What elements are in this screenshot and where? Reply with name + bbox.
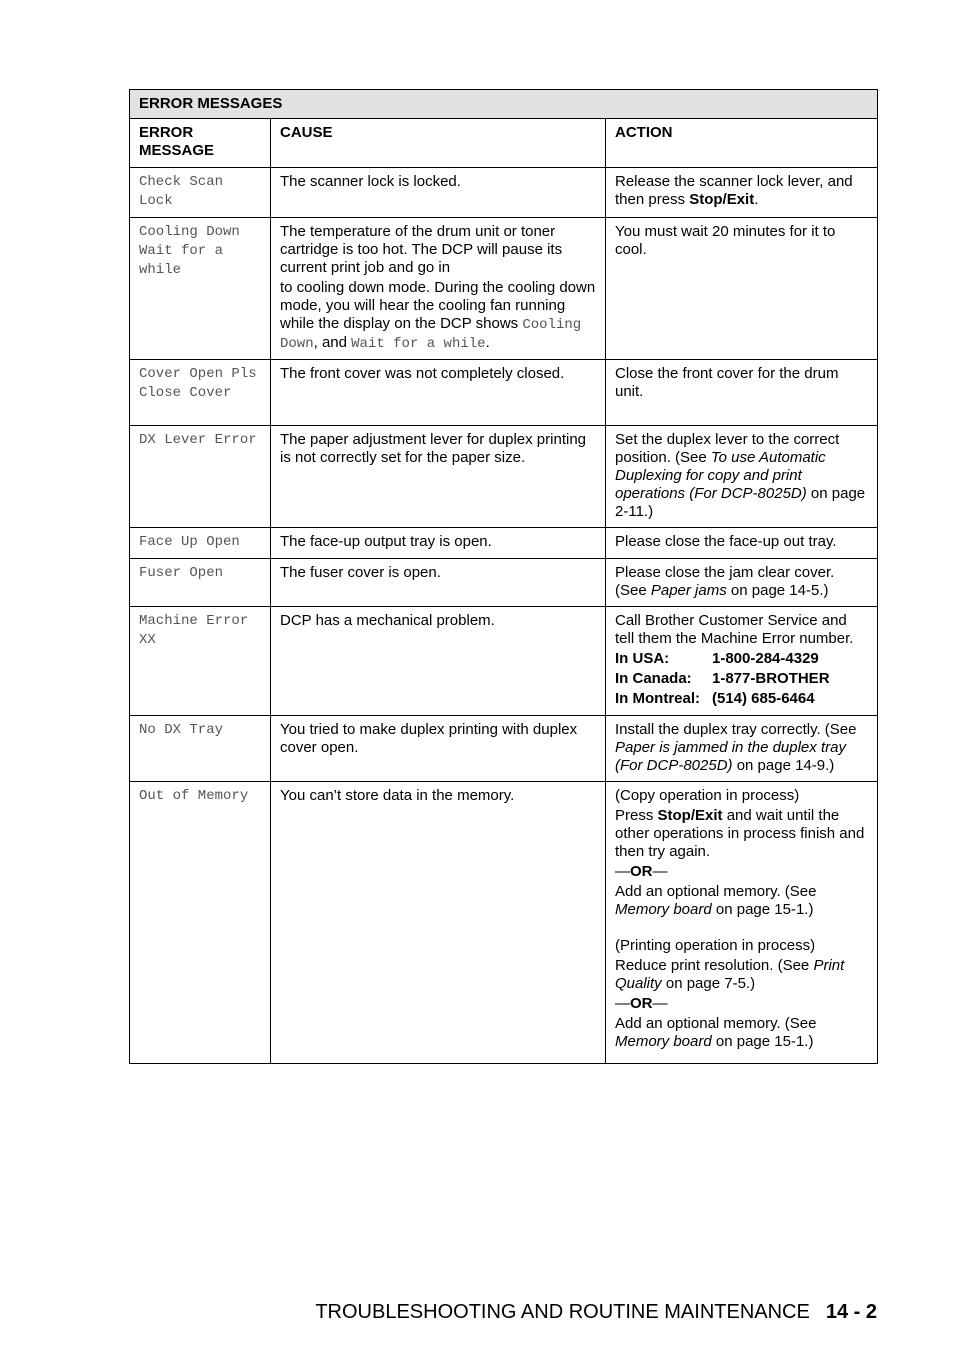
copy-operation-text — [615, 807, 869, 861]
header-cause: CAUSE — [271, 119, 606, 168]
error-message-cell: Machine Error XX — [130, 607, 271, 716]
cause-cell: The front cover was not completely closed. — [271, 360, 606, 426]
error-message-cell: Out of Memory — [130, 782, 271, 1064]
print-operation-heading: (Printing operation in process) — [615, 937, 816, 954]
action-cell: Please close the face-up out tray. — [606, 528, 878, 559]
action-text: and wait until the other operations in process finish and then try again. — [615, 807, 865, 860]
error-messages-table — [129, 89, 878, 1064]
action-cell — [606, 426, 878, 528]
table-row — [130, 168, 878, 218]
action-cell: You must wait 20 minutes for it to cool. — [606, 218, 878, 360]
cause-cell — [271, 218, 606, 360]
error-message-cell: DX Lever Error — [130, 426, 271, 528]
action-text: . — [754, 191, 759, 208]
table-row — [130, 360, 878, 426]
action-text: on page 14-9.) — [732, 757, 835, 774]
table-row — [130, 426, 878, 528]
cross-reference: Print Quality — [615, 957, 845, 992]
memory-option-text — [615, 883, 869, 919]
table-row — [130, 782, 878, 1064]
cross-reference: Memory board — [615, 1033, 712, 1050]
action-text: Install the duplex tray correctly. (See — [615, 721, 857, 738]
cross-reference: Paper is jammed in the duplex tray (For DCP-8025D) — [615, 739, 846, 774]
spacer — [615, 919, 869, 937]
contact-number: (514) 685-6464 — [712, 690, 815, 707]
cross-reference: Memory board — [615, 901, 712, 918]
page-footer — [129, 1300, 877, 1324]
action-cell — [606, 559, 878, 607]
action-text: on page 15-1.) — [711, 1033, 814, 1050]
cause-text: to cooling down mode. During the cooling down mode, you will hear the cooling fan running while the display on the DCP shows — [280, 279, 596, 332]
table-row — [130, 607, 878, 716]
cross-reference: To use Automatic Duplexing for copy and print operations (For DCP-8025D) — [615, 449, 826, 502]
contact-usa — [615, 650, 869, 668]
lcd-message: Wait for a while — [351, 336, 486, 352]
error-message-cell: Fuser Open — [130, 559, 271, 607]
action-text: Add an optional memory. (See — [615, 883, 817, 900]
error-message-cell: Cover Open Pls Close Cover — [130, 360, 271, 426]
cause-text: The temperature of the drum unit or toner cartridge is too hot. The DCP will pause its current print job and go in — [280, 223, 563, 276]
stop-exit-key-label: Stop/Exit — [657, 807, 723, 824]
contact-label: In Canada: — [615, 670, 692, 687]
action-text: Set the duplex lever to the correct position. (See — [615, 431, 840, 466]
cause-cell: The fuser cover is open. — [271, 559, 606, 607]
action-cell: Close the front cover for the drum unit. — [606, 360, 878, 426]
action-text: Press — [615, 807, 658, 824]
copy-operation-heading: (Copy operation in process) — [615, 787, 800, 804]
action-cell — [606, 168, 878, 218]
cause-text: , and — [313, 334, 352, 351]
action-text: Call Brother Customer Service and tell them the Machine Error number. — [615, 612, 854, 647]
table-row — [130, 218, 878, 360]
or-label: OR — [630, 995, 653, 1012]
action-text: Please close the jam clear cover. (See — [615, 564, 835, 599]
error-message-cell: No DX Tray — [130, 716, 271, 782]
header-error-message: ERROR MESSAGE — [130, 119, 271, 168]
error-message-cell: Cooling Down Wait for a while — [130, 218, 271, 360]
or-label: OR — [630, 863, 653, 880]
cross-reference: Paper jams — [650, 582, 727, 599]
action-text: on page 7-5.) — [661, 975, 756, 992]
action-text: on page 2-11.) — [615, 485, 866, 520]
cause-cell: You tried to make duplex printing with duplex cover open. — [271, 716, 606, 782]
cause-cell: The scanner lock is locked. — [271, 168, 606, 218]
footer-section-title: TROUBLESHOOTING AND ROUTINE MAINTENANCE — [315, 1301, 810, 1323]
cause-text-continued — [280, 279, 597, 353]
cause-cell: DCP has a mechanical problem. — [271, 607, 606, 716]
action-cell — [606, 782, 878, 1064]
contact-montreal — [615, 690, 869, 708]
contact-number: 1-877-BROTHER — [712, 670, 830, 687]
contact-number: 1-800-284-4329 — [712, 650, 819, 667]
action-text: Add an optional memory. (See — [615, 1015, 817, 1032]
table-row — [130, 559, 878, 607]
action-text: Reduce print resolution. (See — [615, 957, 814, 974]
contact-canada — [615, 670, 869, 688]
contact-label: In Montreal: — [615, 690, 700, 707]
cause-cell: You can’t store data in the memory. — [271, 782, 606, 1064]
error-message-cell: Check Scan Lock — [130, 168, 271, 218]
stop-exit-key-label: Stop/Exit — [689, 191, 755, 208]
or-separator: —OR— — [615, 995, 668, 1012]
table-row — [130, 528, 878, 559]
page-number: 14 - 2 — [825, 1301, 877, 1323]
table-header-row — [130, 119, 878, 168]
action-cell — [606, 607, 878, 716]
cause-text: . — [485, 334, 490, 351]
print-operation-text — [615, 957, 869, 993]
contact-label: In USA: — [615, 650, 670, 667]
or-separator: —OR— — [615, 863, 668, 880]
action-text: on page 15-1.) — [711, 901, 814, 918]
table-title-row — [130, 90, 878, 119]
action-text: Release the scanner lock lever, and then press — [615, 173, 853, 208]
table-row — [130, 716, 878, 782]
lcd-message: Cooling Down — [280, 317, 582, 352]
cause-cell: The face-up output tray is open. — [271, 528, 606, 559]
memory-option-text — [615, 1015, 869, 1051]
table-title: ERROR MESSAGES — [130, 90, 878, 119]
header-action: ACTION — [606, 119, 878, 168]
action-text: on page 14-5.) — [726, 582, 829, 599]
action-cell — [606, 716, 878, 782]
error-message-cell: Face Up Open — [130, 528, 271, 559]
cause-cell: The paper adjustment lever for duplex printing is not correctly set for the paper size. — [271, 426, 606, 528]
